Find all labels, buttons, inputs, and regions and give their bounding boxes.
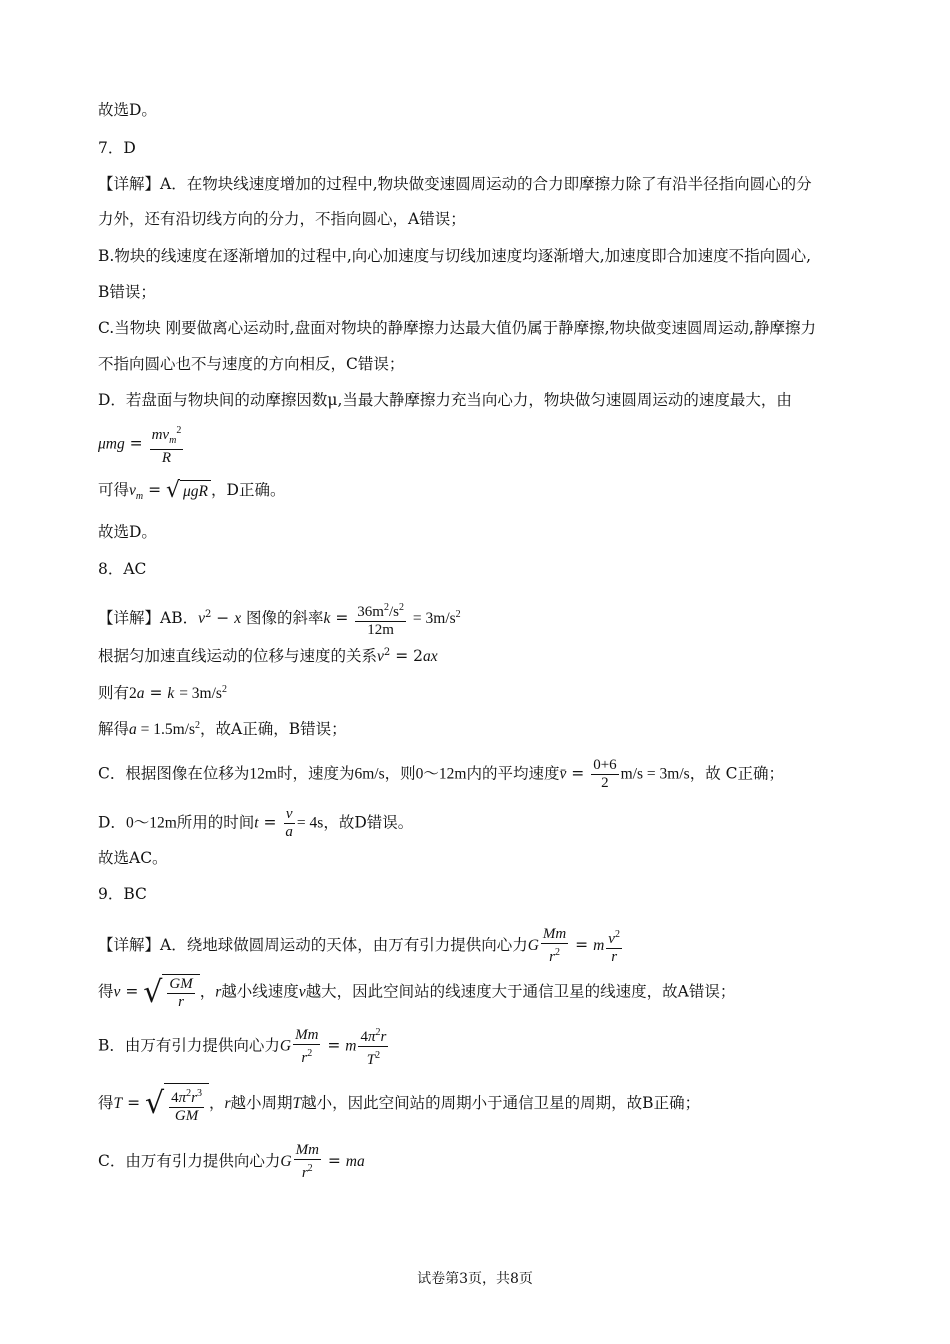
text-line: 解得$a = 1.5m/s^2$，故A正确，B错误； [98,720,347,739]
answer-7: 7．D [98,139,136,157]
text-line: B错误； [98,283,156,301]
text-line: 【详解】A．绕地球做圆周运动的天体，由万有引力提供向心力G $\frac{Mm}{r^2}$ = m $\frac{v^2}{r}$ [98,926,620,965]
answer-8: 8．AC [98,560,147,578]
text-line: D．0～12m所用的时间t = $\frac{v}{a}$ = 4s，故D错误。 [98,806,414,840]
text-line: 故选AC。 [98,849,168,867]
formula-line: μmg = $\frac{mv_m^2}{R}$ [98,422,185,467]
text-line: B.物块的线速度在逐渐增加的过程中,向心加速度与切线加速度均逐渐增大,加速度即合加速度不指向圆心, [98,247,812,265]
text-line: D．若盘面与物块间的动摩擦因数μ,当最大静摩擦力充当向心力，物块做匀速圆周运动的速度最大，由 [98,391,792,409]
text-line: B．由万有引力提供向心力G $\frac{Mm}{r^2}$ = m $\frac{4\pi^2r}{T^2}$ [98,1024,390,1069]
text-line: 力外，还有沿切线方向的分力，不指向圆心，A错误； [98,210,466,228]
text-line: 得v = √ $\frac{GM}{r}$ ，r越小线速度v越大，因此空间站的线速度大于通信卫星的线速度，故A错误； [98,974,736,1010]
text-line: 可得$v_m$ = √ μgR ，D正确。 [98,478,286,503]
text-line: C.当物块 刚要做离心运动时,盘面对物块的静摩擦力达最大值仍属于静摩擦,物块做变速圆周运动,静摩擦力 [98,319,816,337]
text-line: 则有$2a = k = 3m/s^2$ [98,684,227,703]
text-line: 故选D。 [98,523,157,541]
page-footer: 试卷第3页，共8页 [417,1271,533,1287]
text-line: 根据匀加速直线运动的位移与速度的关系$v^2 = 2ax$ [98,647,438,666]
text-line: 【详解】A．在物块线速度增加的过程中,物块做变速圆周运动的合力即摩擦力除了有沿半径指向圆心的分 [98,175,812,193]
text-line: 得T = √ $\frac{4\pi^2r^3}{GM}$ ，r越小周期T越小，因此空间站的周期小于通信卫星的周期，故B正确； [98,1083,700,1125]
text-line: C．根据图像在位移为12m时，速度为6m/s，则0～12m内的平均速度v̄ = $\frac{0+6}{2}$ m/s = 3m/s，故 C正确； [98,757,784,791]
text-line: C．由万有引力提供向心力G $\frac{Mm}{r^2}$ = ma [98,1142,365,1181]
text-line: 不指向圆心也不与速度的方向相反，C错误； [98,355,405,373]
text-line: 故选D。 [98,101,157,119]
text-line: 【详解】AB．$v^2 - x$ 图像的斜率k = $\frac{36m^2/s^2}{12m}$ = $3m/s^2$ [98,599,461,639]
answer-9: 9．BC [98,885,147,903]
